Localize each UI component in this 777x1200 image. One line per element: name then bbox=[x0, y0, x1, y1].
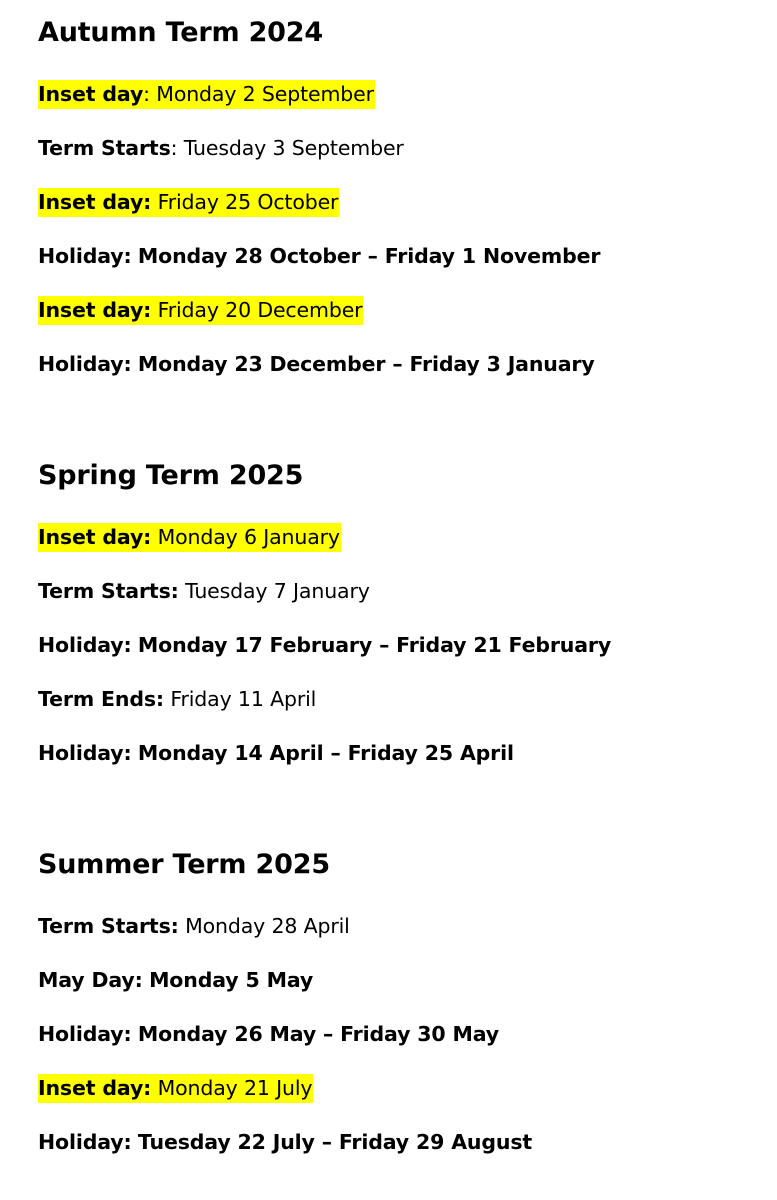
row-label: Holiday: bbox=[38, 633, 132, 657]
row-separator bbox=[151, 525, 157, 549]
date-row bbox=[38, 965, 313, 995]
row-value: Monday 2 September bbox=[156, 82, 374, 106]
row-label: Term Starts bbox=[38, 136, 171, 160]
date-row bbox=[38, 133, 404, 163]
row-value: Friday 25 October bbox=[157, 190, 339, 214]
row-label: Term Starts: bbox=[38, 914, 179, 938]
date-row bbox=[38, 349, 595, 379]
row-separator bbox=[151, 190, 157, 214]
date-row bbox=[38, 295, 363, 325]
row-label: Term Ends: bbox=[38, 687, 164, 711]
date-row bbox=[38, 522, 341, 552]
row-label: Inset day: bbox=[38, 525, 152, 549]
row-label: Inset day: bbox=[38, 298, 152, 322]
row-value: Friday 11 April bbox=[170, 687, 317, 711]
date-row bbox=[38, 630, 611, 660]
row-value: Monday 14 April – Friday 25 April bbox=[137, 741, 514, 765]
row-value: Monday 17 February – Friday 21 February bbox=[137, 633, 612, 657]
date-row bbox=[38, 911, 350, 941]
row-label: Inset day: bbox=[38, 190, 152, 214]
row-label: Holiday: bbox=[38, 352, 132, 376]
section-heading-spring: Spring Term 2025 bbox=[38, 460, 304, 491]
row-label: Term Starts: bbox=[38, 579, 179, 603]
row-separator: : bbox=[170, 136, 184, 160]
row-value: Tuesday 3 September bbox=[183, 136, 404, 160]
row-separator bbox=[151, 1076, 157, 1100]
row-label: Holiday: bbox=[38, 1130, 132, 1154]
row-value: Monday 28 October – Friday 1 November bbox=[137, 244, 601, 268]
row-label: Holiday: bbox=[38, 244, 132, 268]
row-label: May Day: bbox=[38, 968, 143, 992]
row-value: Monday 28 April bbox=[185, 914, 350, 938]
date-row bbox=[38, 1019, 499, 1049]
row-label: Inset day bbox=[38, 82, 144, 106]
row-value: Tuesday 22 July – Friday 29 August bbox=[137, 1130, 533, 1154]
date-row bbox=[38, 187, 339, 217]
row-label: Holiday: bbox=[38, 1022, 132, 1046]
date-row bbox=[38, 684, 316, 714]
row-label: Holiday: bbox=[38, 741, 132, 765]
row-value: Monday 26 May – Friday 30 May bbox=[137, 1022, 500, 1046]
row-value: Monday 6 January bbox=[157, 525, 340, 549]
date-row bbox=[38, 241, 600, 271]
section-heading-summer: Summer Term 2025 bbox=[38, 849, 330, 880]
date-row bbox=[38, 576, 370, 606]
date-row bbox=[38, 79, 375, 109]
date-row bbox=[38, 738, 514, 768]
row-value: Monday 23 December – Friday 3 January bbox=[137, 352, 595, 376]
section-heading-autumn: Autumn Term 2024 bbox=[38, 17, 323, 48]
date-row bbox=[38, 1127, 532, 1157]
row-value: Tuesday 7 January bbox=[185, 579, 370, 603]
row-label: Inset day: bbox=[38, 1076, 152, 1100]
row-separator bbox=[151, 298, 157, 322]
row-value: Monday 5 May bbox=[149, 968, 314, 992]
row-value: Monday 21 July bbox=[157, 1076, 313, 1100]
row-value: Friday 20 December bbox=[157, 298, 363, 322]
date-row bbox=[38, 1073, 313, 1103]
row-separator: : bbox=[143, 82, 157, 106]
